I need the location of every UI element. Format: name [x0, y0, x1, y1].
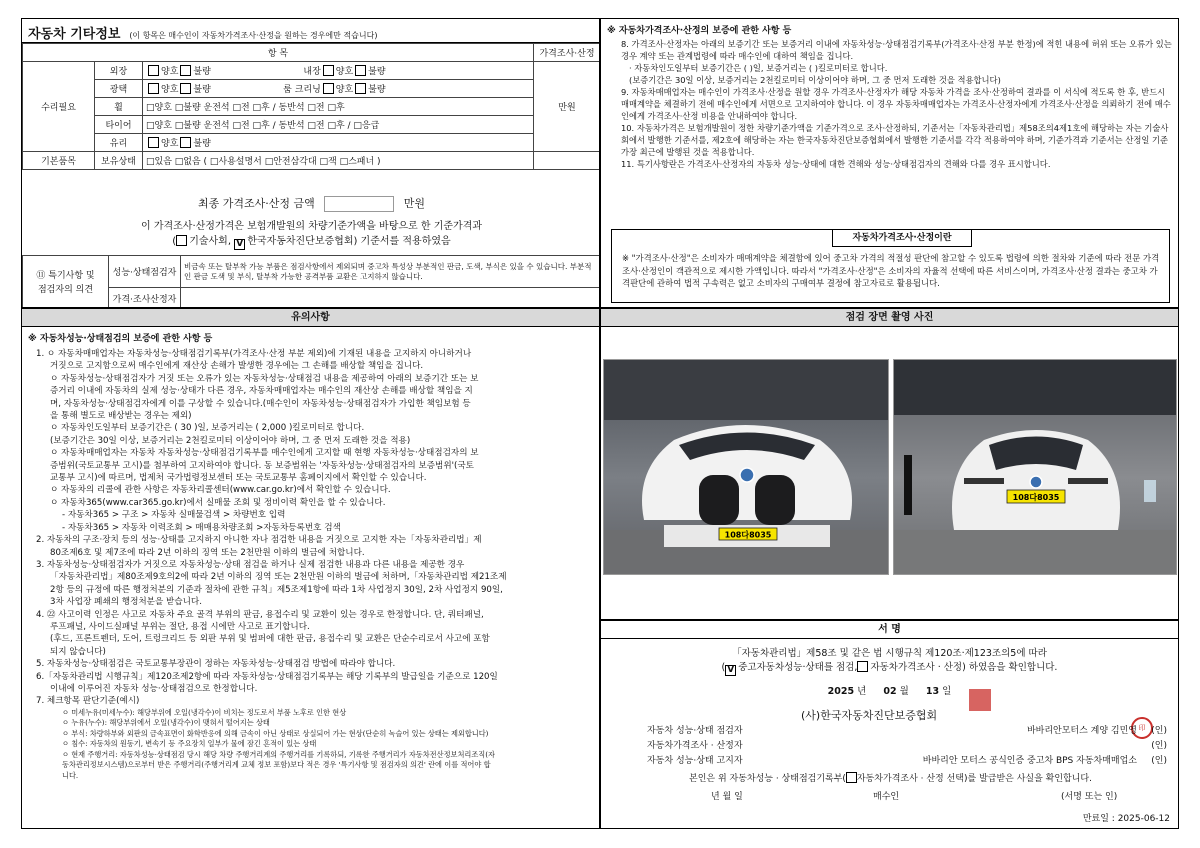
basic-opts: □있음 □없음 ( □사용설명서 □안전삼각대 □잭 □스패너 ): [143, 152, 534, 170]
buyer-label: 매수인: [873, 792, 900, 802]
photo-header: 점검 장면 촬영 사진: [601, 309, 1178, 327]
rear-photo: [893, 359, 1177, 575]
repair-row-name: 휠: [95, 98, 143, 116]
note-line: 2. 자동차의 구조·장치 등의 성능·상태를 고지하지 아니한 자나 점검한 내용을 거짓으로 고지한 자는「자동차관리법」제: [36, 535, 482, 546]
perf-text: 비금속 또는 탈부착 가능 부품은 점검사항에서 제외되며 중고차 특성상 부분적인 판금, 도색, 부식은 있을 수 있습니다. 부분적인 판금 도색 및 부식, 탈부착 가능한 공격부품 교환은 고지하지 않습니다.: [181, 256, 601, 288]
signer-role: 자동차 성능·상태 점검자: [647, 726, 743, 736]
note-line: 6.「자동차관리법 시행규칙」제120조제2항에 따라 자동차성능·상태점검기록부는 해당 기록부의 발급일을 기준으로 120일: [36, 671, 498, 682]
note-line: 7. 체크항목 판단기준(예시): [36, 696, 140, 707]
special-table: [22, 255, 600, 308]
note-line: ㅇ 자동차인도일부터 보증기간은 ( 30 )일, 보증거리는 ( 2,000 )킬로미터로 합니다.: [50, 423, 365, 434]
criteria-line: ㅇ 미세누유(미세누수): 해당부위에 오일(냉각수)이 비치는 정도로서 부품 노후로 인한 현상: [62, 707, 347, 717]
buyer-sign: (서명 또는 인): [1061, 792, 1118, 802]
definition-box: [611, 229, 1170, 303]
note-line: 4. ㉒ 사고이력 인정은 사고로 자동차 주요 골격 부위의 판금, 용접수리 및 교환이 있는 경우로 한정합니다. 단, 쿼터패널,: [36, 609, 484, 620]
repair-row-opts: 양호 불량 내장 양호 불량: [143, 62, 534, 80]
signer-seal: (인): [1151, 726, 1167, 736]
signer-seal: (인): [1151, 741, 1167, 751]
perf-label: 성능·상태점검자: [109, 256, 181, 288]
section-note: (이 항목은 매수인이 자동차가격조사·산정을 원하는 경우에만 적습니다): [129, 31, 378, 40]
front-photo: [603, 359, 889, 575]
price-guarantee-heading: ※ 자동차가격조사·산정의 보증에 관한 사항 등: [607, 26, 792, 36]
repair-row-opts: 양호 불량: [143, 134, 534, 152]
buyer-confirm: 본인은 위 자동차성능 · 상태점검기록부( 자동차가격조사 · 산정 선택)를 발급받은 사실을 확인합니다.: [689, 774, 1092, 784]
note-line: 증범위(국토교통부 고시)를 첨부하여 고지하여야 합니다. 동 보증범위는 '자동차성능·상태점검자의 보증범위'(국토: [50, 460, 474, 471]
repair-row-opts: □양호 □불량 운전석 □전 □후 / 동반석 □전 □후 / □응급: [143, 116, 534, 134]
repair-row-name: 외장: [95, 62, 143, 80]
criteria-line: ㅇ 침수: 자동차의 원동기, 변속기 등 주요장치 일부가 물에 잠긴 흔적이 있는 상태: [62, 739, 317, 749]
note-line: 1. ㅇ 자동차매매업자는 자동차성능·상태점검기록부(가격조사·산정 부분 제외)에 기재된 내용을 고지하지 아니하거나: [36, 349, 472, 359]
note-line: ㅇ 자동차성능·상태점검자가 거짓 또는 오류가 있는 자동차성능·상태점검 내용을 제공하여 아래의 보증기간 또는 보: [50, 373, 479, 384]
repair-row-name: 광택: [95, 80, 143, 98]
note-line: 「자동차관리법」제80조제9호의2에 따라 2년 이하의 징역 또는 2천만원 이하의 벌금에 처하며,「자동차관리법 제21조제: [50, 572, 507, 583]
criteria-line: ㅇ 부식: 차량하부와 외판의 금속표면이 화학반응에 의해 금속이 아닌 상태로 상실되어 가는 현상(단순히 녹슬어 있는 상태는 제외합니다): [62, 728, 489, 738]
price-unit: 만원: [534, 62, 601, 152]
price-guarantee-section: [600, 18, 1179, 308]
signer-row: [647, 739, 1167, 754]
definition-text: ※ "가격조사·산정"은 소비자가 매매계약을 체결함에 있어 중고차 가격의 적절성 판단에 참고할 수 있도록 법령에 의한 절차와 기준에 따라 전문 가격조사·산정인이 객관적으로 제시한 가액입니다. 따라서 "가격조사·산정"은 소비자의 자율적 선택에 따른 서비스이며, 가격조사·산정 결과는 중고차 가격판단에 관하여 법적 구속력은 없고 소비자의 구매여부 결정에 참고자료로 활용됩니다.: [622, 253, 1160, 288]
photo-section: [600, 308, 1179, 620]
note-line: 되지 않습니다): [50, 646, 106, 657]
col-price-header: 가격조사·산정: [534, 44, 601, 62]
note-line: (후드, 프론트펜더, 도어, 트렁크리드 등 외판 부위 및 범퍼에 대한 판금, 용접수리 및 교환은 단순수리로서 사고에 포함: [50, 634, 490, 645]
repair-row-name: 유리: [95, 134, 143, 152]
repair-row-opts: □양호 □불량 운전석 □전 □후 / 동반석 □전 □후: [143, 98, 534, 116]
note-line: 교통부 고시)에 따르며, 법제처 국가법령정보센터 또는 국토교통부 홈페이지에서 확인할 수 있습니다.: [50, 473, 427, 484]
criteria-line: 니다.: [62, 770, 79, 780]
org-seal: [969, 689, 991, 711]
note-line: (보증기간은 30일 이상, 보증거리는 2천킬로미터 이상이어야 하며, 그 중 먼저 도래한 것을 적용): [50, 435, 411, 446]
basic-label: 기본품목: [23, 152, 95, 170]
note-line: 3. 자동차성능·상태점검자가 거짓으로 자동차성능·상태 점검을 하거나 실제 점검한 내용과 다른 내용을 제공한 경우: [36, 559, 465, 570]
final-price-line: [22, 195, 600, 212]
price-label: 가격·조사산정자: [109, 288, 181, 309]
signature-section: [600, 620, 1179, 829]
vehicle-other-info: [21, 18, 600, 308]
notes-section: [21, 308, 600, 829]
signature-statement: 「자동차관리법」제58조 및 같은 법 시행규칙 제120조·제123조의5에 따라 ( V 중고자동차성능·상태를 점검, 자동차가격조사 · 산정) 하였음을 확인합니다.: [721, 648, 1058, 675]
criteria-line: ㅇ 누유(누수): 해당부위에서 오일(냉각수)이 맺혀서 떨어지는 상태: [62, 718, 270, 728]
notes-list: [28, 348, 593, 708]
note-line: ㅇ 자동차의 리콜에 관한 사항은 자동차리콜센터(www.car.go.kr)에서 확인할 수 있습니다.: [50, 485, 391, 496]
note-line: ㅇ 자동차365(www.car365.go.kr)에서 실매물 조회 및 정비이력 확인을 할 수 있습니다.: [50, 497, 386, 508]
svg-text:108다8035: 108다8035: [1012, 493, 1060, 502]
price-guarantee-items: 8. 가격조사·산정자는 아래의 보증기간 또는 보증거리 이내에 자동차성능·상태점검기록부(가격조사·산정 부분 한정)에 적힌 내용에 허위 또는 오류가 있는 경우 계약 또는 관계법령에 따라 매수인에 대하여 책임을 집니다. · 자동차인도일부터 보증기간은 ( )일, 보증거리는 ( )킬로미터로 합니다. (보증기간은 30일 이상, 보증거리는 2천킬로미터 이상이어야 하며, 그 중 먼저 도래한 것을 적용합니다) 9. 자동차매매업자는 매수인이 가격조사·산정을 원할 경우 가격조사·산정자가 해당 자동차 가격을 조사·산정하여 결과를 이 서식에 적도록 한 후, 반드시 매매계약을 체결하기 전에 매수인에게 서면으로 고지하여야 합니다. 이 경우 자동차매매업자는 가격조사·산정자에게 가격조사·산정을 의뢰하기 전에 매수인에게 가격조사·산정 비용을 안내하여야 합니다. 10. 자동차가격은 보험개발원이 정한 차량기준가액을 기준가격으로 조사·산정하되, 기준서는「자동차관리법」제58조의4제1호에 해당하는 자는 기술사회에서 발행한 기준서를, 제2호에 해당하는 자는 한국자동차진단보증협회에서 발행한 기준서를 각각 적용하여야 하며, 기준가격과 기준서는 산정일 기준 가장 최근에 발행된 것을 적용합니다. 11. 특기사항란은 가격조사·산정자의 자동차 성능·상태에 대한 견해와 성능·상태점검자의 견해와 다를 경우 표시합니다.: [621, 39, 1172, 169]
issue-date: 2025 년 02 월 13 일: [827, 686, 952, 697]
note-line: 증거리 이내에 자동차의 실제 성능·상태가 다른 경우, 자동차매매업자는 매수인의 재산상 손해를 배상할 책임을 지: [50, 386, 473, 397]
buyer-date: 년 월 일: [711, 792, 743, 802]
note-line: 루프패널, 사이드실패널 부위는 절단, 용접 시에만 사고로 표기합니다.: [50, 621, 310, 632]
signer-role: 자동차가격조사 · 산정자: [647, 741, 743, 751]
criteria-line: 동차관리정보시스템)으로부터 받은 주행거리(주행거리계 교체 정보 포함)보다 적은 경우 '특기사항 및 점검자의 의견' 란에 이를 적어야 합: [62, 760, 491, 770]
section-title: 자동차 기타정보: [28, 27, 121, 42]
note-line: 2항 등의 규정에 따른 행정처분의 기준과 절차에 관한 규칙」제5조제1항에 따라 1차 사업정지 30일, 2차 사업정지 90일,: [50, 584, 503, 595]
signer-name: 바바리안모터스 계양 김민영: [1026, 726, 1137, 736]
final-price-unit: 만원: [403, 197, 425, 210]
rear-car-image: [894, 360, 1177, 575]
note-line: 며, 자동차성능·상태점검자에게 이를 구상할 수 있습니다.(매수인이 자동차성능·상태점검자가 가입한 책임보험 등: [50, 398, 471, 409]
repair-label: 수리필요: [23, 62, 95, 152]
note-line: - 자동차365 > 구조 > 자동차 실매물검색 > 차량번호 입력: [62, 510, 286, 521]
inspector-seal: 印: [1131, 717, 1153, 739]
notes-header: 유의사항: [22, 309, 599, 327]
expiry-date: 만료일 : 2025-06-12: [1082, 814, 1170, 824]
col-item-header: 항 목: [23, 44, 534, 62]
signer-name: 바바리안 모터스 공식인증 중고차 BPS 자동차매매업소: [922, 756, 1137, 766]
special-label: ⑪ 특기사항 및 점검자의 의견: [23, 256, 109, 309]
repair-row-opts: 양호 불량 룸 크리닝 양호 불량: [143, 80, 534, 98]
signer-role: 자동차 성능·상태 고지자: [647, 756, 743, 766]
signer-seal: (인): [1151, 756, 1167, 766]
repair-row-name: 타이어: [95, 116, 143, 134]
svg-text:108다8035: 108다8035: [724, 530, 772, 540]
note-line: - 자동차365 > 자동차 이력조회 > 매매용차량조회 >자동차등록번호 검색: [62, 522, 341, 533]
basic-name: 보유상태: [95, 152, 143, 170]
note-line: 80조제6호 및 제7조에 따라 2년 이하의 징역 또는 2천만원 이하의 벌금에 처합니다.: [50, 547, 365, 558]
criteria-line: ㅇ 현재 주행거리: 자동차성능·상태점검 당시 해당 차량 주행거리계의 주행거리를 기록하되, 기록한 주행거리가 자동차전산정보처리조직(자: [62, 749, 495, 759]
repair-table: [22, 43, 600, 170]
notes-heading: ※ 자동차성능·상태점검의 보증에 관한 사항 등: [28, 334, 213, 344]
signer-row: [647, 754, 1167, 769]
check-criteria-list: [28, 708, 593, 782]
definition-title: 자동차가격조사·산정이란: [832, 229, 972, 247]
signer-row: [647, 724, 1167, 739]
note-line: 5. 자동차성능·상태점검은 국토교통부장관이 정하는 자동차성능·상태점검 방법에 따라야 합니다.: [36, 659, 396, 670]
front-car-image: [604, 360, 889, 575]
basis-text: 이 가격조사·산정가격은 보험개발원의 차량기준가액을 바탕으로 한 기준가격과 ( 기술사회, V 한국자동차진단보증협회) 기준서를 적용하였음: [140, 221, 483, 249]
note-line: 3차 사업장 폐쇄의 행정처분을 받습니다.: [50, 597, 202, 608]
org-name: (사)한국자동차진단보증협회: [801, 709, 938, 722]
signer-list: [647, 724, 1167, 769]
note-line: 거짓으로 고지함으로써 매수인에게 재산상 손해가 발생한 경우에는 그 손해를 배상할 책임을 집니다.: [50, 361, 424, 372]
note-line: ㅇ 자동차매매업자는 자동차 자동차성능·상태점검기록부를 매수인에게 고지할 때 현행 자동차성능·상태점검자의 보: [50, 448, 479, 459]
note-line: 을 통해 별도로 배상받는 경우는 제외): [50, 411, 192, 422]
signature-header: 서 명: [601, 621, 1178, 639]
note-line: 이내에 이루어진 자동차 성능·상태점검으로 한정합니다.: [50, 683, 258, 694]
final-price-label: 최종 가격조사·산정 금액: [197, 197, 315, 210]
